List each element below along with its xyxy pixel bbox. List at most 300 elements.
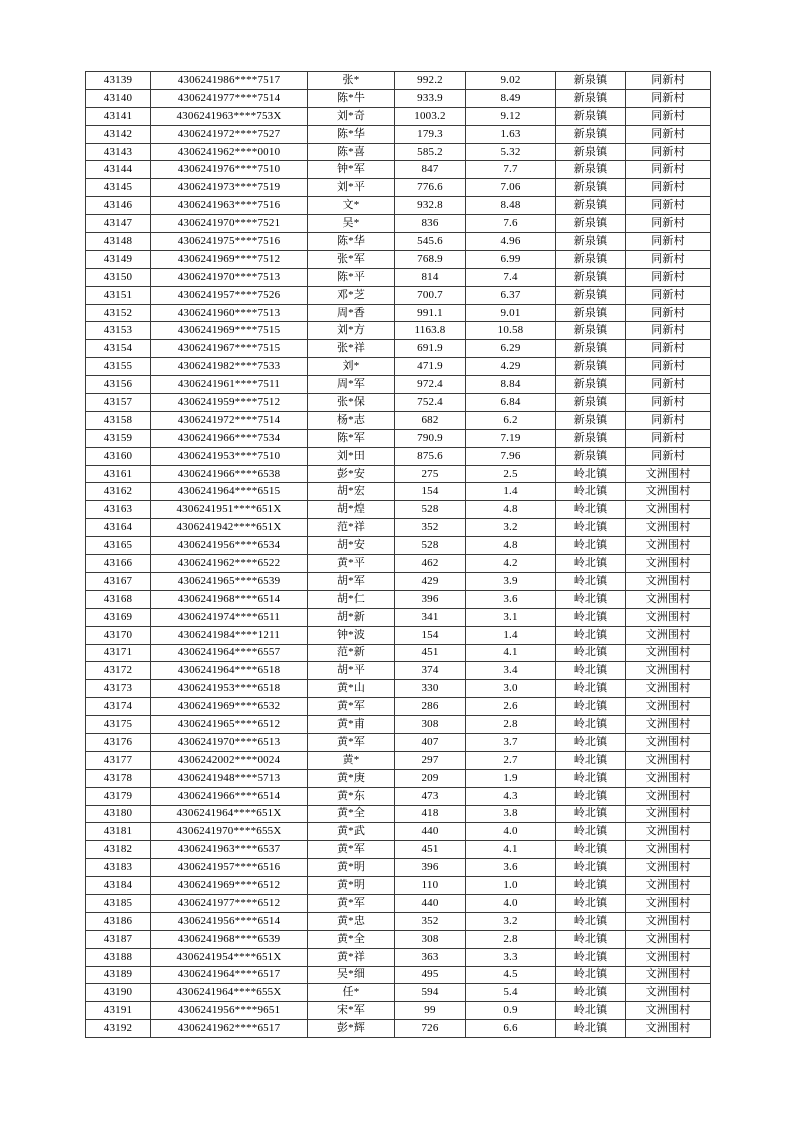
amount-cell: 308: [395, 716, 466, 734]
name-cell: 胡*煌: [308, 501, 395, 519]
id-cell: 4306241972****7514: [151, 411, 308, 429]
id-cell: 4306241959****7512: [151, 394, 308, 412]
name-cell: 黄*祥: [308, 948, 395, 966]
amount-cell: 209: [395, 769, 466, 787]
table-row: [86, 394, 711, 412]
village-cell: 文洲围村: [626, 572, 711, 590]
rate-cell: 4.8: [466, 537, 556, 555]
rate-cell: 6.6: [466, 1020, 556, 1038]
id-cell: 4306241951****651X: [151, 501, 308, 519]
serial-cell: 43150: [86, 268, 151, 286]
name-cell: 胡*仁: [308, 590, 395, 608]
name-cell: 钟*波: [308, 626, 395, 644]
rate-cell: 6.37: [466, 286, 556, 304]
rate-cell: 3.7: [466, 733, 556, 751]
rate-cell: 6.29: [466, 340, 556, 358]
rate-cell: 4.3: [466, 787, 556, 805]
name-cell: 黄*平: [308, 555, 395, 573]
id-cell: 4306241984****1211: [151, 626, 308, 644]
town-cell: 新泉镇: [556, 197, 626, 215]
serial-cell: 43181: [86, 823, 151, 841]
id-cell: 4306241956****6534: [151, 537, 308, 555]
table-row: [86, 626, 711, 644]
amount-cell: 473: [395, 787, 466, 805]
village-cell: 文洲围村: [626, 465, 711, 483]
table-row: [86, 751, 711, 769]
amount-cell: 352: [395, 912, 466, 930]
serial-cell: 43154: [86, 340, 151, 358]
village-cell: 同新村: [626, 89, 711, 107]
amount-cell: 992.2: [395, 72, 466, 90]
amount-cell: 462: [395, 555, 466, 573]
name-cell: 周*香: [308, 304, 395, 322]
rate-cell: 1.4: [466, 626, 556, 644]
serial-cell: 43142: [86, 125, 151, 143]
table-row: [86, 769, 711, 787]
serial-cell: 43171: [86, 644, 151, 662]
amount-cell: 776.6: [395, 179, 466, 197]
serial-cell: 43190: [86, 984, 151, 1002]
serial-cell: 43144: [86, 161, 151, 179]
name-cell: 胡*宏: [308, 483, 395, 501]
rate-cell: 6.84: [466, 394, 556, 412]
village-cell: 同新村: [626, 179, 711, 197]
table-row: [86, 948, 711, 966]
town-cell: 岭北镇: [556, 877, 626, 895]
amount-cell: 471.9: [395, 358, 466, 376]
town-cell: 岭北镇: [556, 823, 626, 841]
serial-cell: 43185: [86, 894, 151, 912]
name-cell: 张*祥: [308, 340, 395, 358]
name-cell: 范*祥: [308, 519, 395, 537]
village-cell: 文洲围村: [626, 769, 711, 787]
id-cell: 4306241969****7512: [151, 250, 308, 268]
rate-cell: 10.58: [466, 322, 556, 340]
table-row: [86, 161, 711, 179]
town-cell: 岭北镇: [556, 751, 626, 769]
id-cell: 4306241962****0010: [151, 143, 308, 161]
rate-cell: 4.1: [466, 841, 556, 859]
name-cell: 杨*志: [308, 411, 395, 429]
name-cell: 黄*明: [308, 877, 395, 895]
table-row: [86, 805, 711, 823]
rate-cell: 6.2: [466, 411, 556, 429]
amount-cell: 700.7: [395, 286, 466, 304]
amount-cell: 286: [395, 698, 466, 716]
serial-cell: 43179: [86, 787, 151, 805]
amount-cell: 396: [395, 590, 466, 608]
village-cell: 同新村: [626, 447, 711, 465]
amount-cell: 352: [395, 519, 466, 537]
town-cell: 新泉镇: [556, 304, 626, 322]
town-cell: 岭北镇: [556, 465, 626, 483]
town-cell: 新泉镇: [556, 429, 626, 447]
rate-cell: 3.1: [466, 608, 556, 626]
data-table: [85, 71, 711, 1038]
id-cell: 4306241974****6511: [151, 608, 308, 626]
name-cell: 彭*辉: [308, 1020, 395, 1038]
village-cell: 文洲围村: [626, 966, 711, 984]
id-cell: 4306241970****6513: [151, 733, 308, 751]
id-cell: 4306241968****6539: [151, 930, 308, 948]
id-cell: 4306241982****7533: [151, 358, 308, 376]
town-cell: 新泉镇: [556, 250, 626, 268]
serial-cell: 43166: [86, 555, 151, 573]
town-cell: 岭北镇: [556, 519, 626, 537]
town-cell: 岭北镇: [556, 805, 626, 823]
village-cell: 同新村: [626, 429, 711, 447]
serial-cell: 43187: [86, 930, 151, 948]
id-cell: 4306241963****7516: [151, 197, 308, 215]
serial-cell: 43182: [86, 841, 151, 859]
village-cell: 文洲围村: [626, 930, 711, 948]
town-cell: 新泉镇: [556, 125, 626, 143]
village-cell: 同新村: [626, 107, 711, 125]
serial-cell: 43176: [86, 733, 151, 751]
village-cell: 文洲围村: [626, 823, 711, 841]
id-cell: 4306241964****6557: [151, 644, 308, 662]
rate-cell: 1.9: [466, 769, 556, 787]
village-cell: 同新村: [626, 322, 711, 340]
name-cell: 黄*庚: [308, 769, 395, 787]
town-cell: 岭北镇: [556, 644, 626, 662]
rate-cell: 7.4: [466, 268, 556, 286]
name-cell: 黄*全: [308, 805, 395, 823]
table-row: [86, 447, 711, 465]
town-cell: 新泉镇: [556, 161, 626, 179]
table-row: [86, 733, 711, 751]
town-cell: 岭北镇: [556, 894, 626, 912]
village-cell: 同新村: [626, 394, 711, 412]
serial-cell: 43169: [86, 608, 151, 626]
amount-cell: 451: [395, 841, 466, 859]
name-cell: 黄*军: [308, 894, 395, 912]
table-row: [86, 429, 711, 447]
village-cell: 同新村: [626, 215, 711, 233]
id-cell: 4306241966****6514: [151, 787, 308, 805]
town-cell: 岭北镇: [556, 698, 626, 716]
table-row: [86, 716, 711, 734]
village-cell: 文洲围村: [626, 1020, 711, 1038]
serial-cell: 43160: [86, 447, 151, 465]
table-row: [86, 984, 711, 1002]
serial-cell: 43147: [86, 215, 151, 233]
table-row: [86, 787, 711, 805]
village-cell: 文洲围村: [626, 698, 711, 716]
town-cell: 岭北镇: [556, 966, 626, 984]
table-row: [86, 286, 711, 304]
serial-cell: 43139: [86, 72, 151, 90]
amount-cell: 768.9: [395, 250, 466, 268]
serial-cell: 43163: [86, 501, 151, 519]
name-cell: 黄*甫: [308, 716, 395, 734]
rate-cell: 8.84: [466, 376, 556, 394]
table-row: [86, 662, 711, 680]
village-cell: 文洲围村: [626, 984, 711, 1002]
town-cell: 新泉镇: [556, 286, 626, 304]
serial-cell: 43153: [86, 322, 151, 340]
village-cell: 文洲围村: [626, 662, 711, 680]
name-cell: 刘*方: [308, 322, 395, 340]
rate-cell: 9.12: [466, 107, 556, 125]
id-cell: 4306241957****7526: [151, 286, 308, 304]
name-cell: 黄*: [308, 751, 395, 769]
amount-cell: 972.4: [395, 376, 466, 394]
table-row: [86, 930, 711, 948]
village-cell: 同新村: [626, 340, 711, 358]
amount-cell: 440: [395, 894, 466, 912]
table-row: [86, 250, 711, 268]
table-row: [86, 107, 711, 125]
table-row: [86, 304, 711, 322]
village-cell: 同新村: [626, 411, 711, 429]
table-row: [86, 411, 711, 429]
serial-cell: 43183: [86, 859, 151, 877]
id-cell: 4306241973****7519: [151, 179, 308, 197]
id-cell: 4306241964****655X: [151, 984, 308, 1002]
serial-cell: 43155: [86, 358, 151, 376]
town-cell: 新泉镇: [556, 340, 626, 358]
rate-cell: 5.4: [466, 984, 556, 1002]
amount-cell: 330: [395, 680, 466, 698]
id-cell: 4306241977****6512: [151, 894, 308, 912]
amount-cell: 179.3: [395, 125, 466, 143]
rate-cell: 1.63: [466, 125, 556, 143]
rate-cell: 7.96: [466, 447, 556, 465]
table-row: [86, 376, 711, 394]
village-cell: 文洲围村: [626, 716, 711, 734]
table-row: [86, 125, 711, 143]
id-cell: 4306241948****5713: [151, 769, 308, 787]
id-cell: 4306241956****6514: [151, 912, 308, 930]
amount-cell: 585.2: [395, 143, 466, 161]
town-cell: 新泉镇: [556, 89, 626, 107]
name-cell: 宋*军: [308, 1002, 395, 1020]
amount-cell: 110: [395, 877, 466, 895]
amount-cell: 429: [395, 572, 466, 590]
table-row: [86, 823, 711, 841]
village-cell: 文洲围村: [626, 626, 711, 644]
table-row: [86, 268, 711, 286]
amount-cell: 275: [395, 465, 466, 483]
village-cell: 文洲围村: [626, 733, 711, 751]
village-cell: 同新村: [626, 286, 711, 304]
id-cell: 4306241964****6515: [151, 483, 308, 501]
serial-cell: 43152: [86, 304, 151, 322]
amount-cell: 528: [395, 501, 466, 519]
village-cell: 同新村: [626, 304, 711, 322]
table-row: [86, 859, 711, 877]
amount-cell: 396: [395, 859, 466, 877]
name-cell: 彭*安: [308, 465, 395, 483]
table-row: [86, 143, 711, 161]
village-cell: 文洲围村: [626, 877, 711, 895]
village-cell: 同新村: [626, 233, 711, 251]
id-cell: 4306241986****7517: [151, 72, 308, 90]
table-row: [86, 465, 711, 483]
id-cell: 4306241954****651X: [151, 948, 308, 966]
rate-cell: 7.6: [466, 215, 556, 233]
rate-cell: 4.2: [466, 555, 556, 573]
amount-cell: 363: [395, 948, 466, 966]
id-cell: 4306241964****6518: [151, 662, 308, 680]
amount-cell: 594: [395, 984, 466, 1002]
table-row: [86, 215, 711, 233]
village-cell: 文洲围村: [626, 894, 711, 912]
table-row: [86, 644, 711, 662]
serial-cell: 43151: [86, 286, 151, 304]
table-row: [86, 680, 711, 698]
serial-cell: 43164: [86, 519, 151, 537]
amount-cell: 847: [395, 161, 466, 179]
name-cell: 任*: [308, 984, 395, 1002]
town-cell: 岭北镇: [556, 716, 626, 734]
rate-cell: 3.3: [466, 948, 556, 966]
serial-cell: 43184: [86, 877, 151, 895]
table-row: [86, 537, 711, 555]
id-cell: 4306241970****7521: [151, 215, 308, 233]
serial-cell: 43143: [86, 143, 151, 161]
amount-cell: 691.9: [395, 340, 466, 358]
serial-cell: 43178: [86, 769, 151, 787]
rate-cell: 0.9: [466, 1002, 556, 1020]
town-cell: 岭北镇: [556, 1020, 626, 1038]
serial-cell: 43177: [86, 751, 151, 769]
amount-cell: 297: [395, 751, 466, 769]
village-cell: 文洲围村: [626, 680, 711, 698]
town-cell: 岭北镇: [556, 787, 626, 805]
village-cell: 文洲围村: [626, 859, 711, 877]
table-row: [86, 555, 711, 573]
table-row: [86, 966, 711, 984]
id-cell: 4306242002****0024: [151, 751, 308, 769]
table-row: [86, 608, 711, 626]
table-row: [86, 698, 711, 716]
id-cell: 4306241970****655X: [151, 823, 308, 841]
serial-cell: 43145: [86, 179, 151, 197]
name-cell: 胡*平: [308, 662, 395, 680]
village-cell: 同新村: [626, 268, 711, 286]
id-cell: 4306241964****6517: [151, 966, 308, 984]
amount-cell: 1003.2: [395, 107, 466, 125]
id-cell: 4306241963****753X: [151, 107, 308, 125]
rate-cell: 4.96: [466, 233, 556, 251]
table-row: [86, 501, 711, 519]
name-cell: 陈*华: [308, 233, 395, 251]
village-cell: 文洲围村: [626, 483, 711, 501]
name-cell: 陈*牛: [308, 89, 395, 107]
amount-cell: 154: [395, 626, 466, 644]
table-row: [86, 1020, 711, 1038]
amount-cell: 933.9: [395, 89, 466, 107]
rate-cell: 2.7: [466, 751, 556, 769]
serial-cell: 43167: [86, 572, 151, 590]
town-cell: 岭北镇: [556, 930, 626, 948]
table-row: [86, 590, 711, 608]
name-cell: 黄*明: [308, 859, 395, 877]
id-cell: 4306241968****6514: [151, 590, 308, 608]
town-cell: 岭北镇: [556, 590, 626, 608]
id-cell: 4306241966****6538: [151, 465, 308, 483]
name-cell: 陈*喜: [308, 143, 395, 161]
amount-cell: 308: [395, 930, 466, 948]
amount-cell: 932.8: [395, 197, 466, 215]
serial-cell: 43156: [86, 376, 151, 394]
serial-cell: 43140: [86, 89, 151, 107]
serial-cell: 43146: [86, 197, 151, 215]
village-cell: 文洲围村: [626, 537, 711, 555]
serial-cell: 43162: [86, 483, 151, 501]
id-cell: 4306241970****7513: [151, 268, 308, 286]
name-cell: 黄*军: [308, 841, 395, 859]
town-cell: 岭北镇: [556, 1002, 626, 1020]
town-cell: 新泉镇: [556, 179, 626, 197]
id-cell: 4306241967****7515: [151, 340, 308, 358]
village-cell: 文洲围村: [626, 1002, 711, 1020]
amount-cell: 682: [395, 411, 466, 429]
serial-cell: 43158: [86, 411, 151, 429]
town-cell: 新泉镇: [556, 411, 626, 429]
serial-cell: 43192: [86, 1020, 151, 1038]
table-row: [86, 322, 711, 340]
town-cell: 岭北镇: [556, 572, 626, 590]
rate-cell: 4.0: [466, 823, 556, 841]
village-cell: 文洲围村: [626, 912, 711, 930]
id-cell: 4306241956****9651: [151, 1002, 308, 1020]
serial-cell: 43141: [86, 107, 151, 125]
table-row: [86, 894, 711, 912]
name-cell: 文*: [308, 197, 395, 215]
village-cell: 文洲围村: [626, 608, 711, 626]
id-cell: 4306241965****6539: [151, 572, 308, 590]
rate-cell: 4.29: [466, 358, 556, 376]
rate-cell: 3.6: [466, 859, 556, 877]
rate-cell: 2.8: [466, 930, 556, 948]
rate-cell: 7.7: [466, 161, 556, 179]
amount-cell: 1163.8: [395, 322, 466, 340]
table-row: [86, 233, 711, 251]
rate-cell: 4.8: [466, 501, 556, 519]
town-cell: 新泉镇: [556, 107, 626, 125]
town-cell: 岭北镇: [556, 483, 626, 501]
name-cell: 刘*田: [308, 447, 395, 465]
village-cell: 文洲围村: [626, 805, 711, 823]
serial-cell: 43189: [86, 966, 151, 984]
amount-cell: 790.9: [395, 429, 466, 447]
rate-cell: 1.0: [466, 877, 556, 895]
rate-cell: 7.19: [466, 429, 556, 447]
name-cell: 刘*奇: [308, 107, 395, 125]
id-cell: 4306241966****7534: [151, 429, 308, 447]
rate-cell: 3.6: [466, 590, 556, 608]
serial-cell: 43149: [86, 250, 151, 268]
name-cell: 胡*军: [308, 572, 395, 590]
rate-cell: 2.8: [466, 716, 556, 734]
rate-cell: 3.2: [466, 519, 556, 537]
rate-cell: 3.4: [466, 662, 556, 680]
amount-cell: 341: [395, 608, 466, 626]
serial-cell: 43175: [86, 716, 151, 734]
village-cell: 同新村: [626, 161, 711, 179]
town-cell: 岭北镇: [556, 680, 626, 698]
rate-cell: 8.48: [466, 197, 556, 215]
rate-cell: 3.2: [466, 912, 556, 930]
town-cell: 岭北镇: [556, 912, 626, 930]
amount-cell: 545.6: [395, 233, 466, 251]
village-cell: 文洲围村: [626, 948, 711, 966]
town-cell: 新泉镇: [556, 72, 626, 90]
town-cell: 新泉镇: [556, 322, 626, 340]
